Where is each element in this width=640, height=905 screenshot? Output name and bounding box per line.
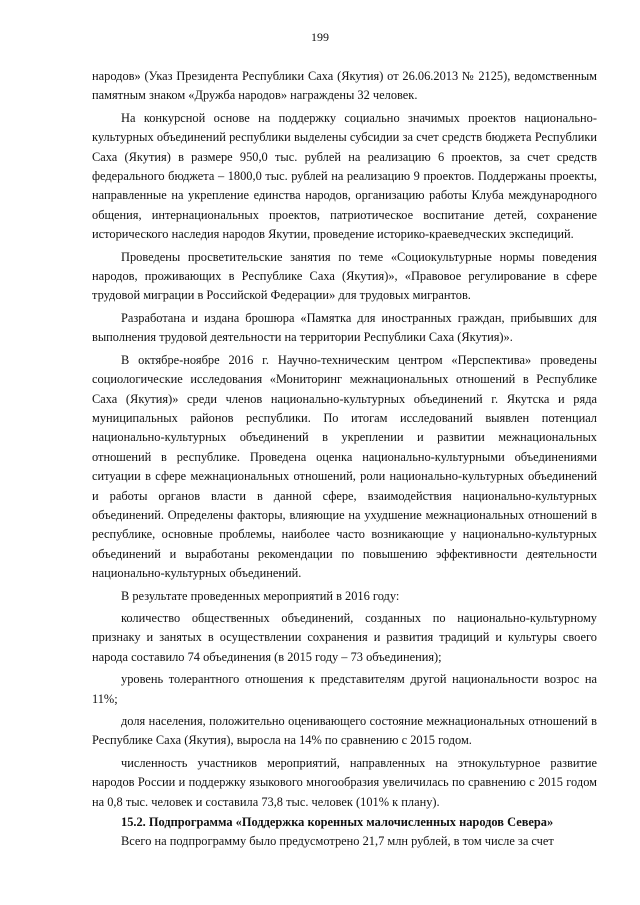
list-item: доля населения, положительно оценивающего состояние межнациональных отношений в Республике Саха (Якутия), выросла на 14% по сравнению с 2015 годом.: [92, 714, 597, 748]
paragraph: Проведены просветительские занятия по теме «Социокультурные нормы поведения народов, проживающих в Республике Саха (Якутия)», «Правовое регулирование в сфере трудовой миграции в Российской Федерации» для трудовых мигрантов.: [92, 249, 597, 303]
paragraph: Разработана и издана брошюра «Памятка для иностранных граждан, прибывших для выполнения трудовой деятельности на территории Республики Саха (Якутия)».: [92, 310, 597, 345]
page-number: 199: [311, 30, 329, 44]
document-body: [92, 67, 597, 852]
paragraph: В результате проведенных мероприятий в 2016 году:: [121, 588, 400, 603]
paragraph: На конкурсной основе на поддержку социально значимых проектов национально-культурных объединений республики выделены субсидии за счет средств бюджета Республики Саха (Якутия) в размере 950,0 тыс. рублей на реализацию 6 проектов, за счет средств федерального бюджета – 1800,0 тыс. рублей на реализацию 9 проектов. Поддержаны проекты, направленные на укрепление единства народов, организацию работы Клуба международного общения, интернациональных проектов, патриотическое воспитание детей, сохранение исторического наследия народов Якутии, проведение историко-краеведческих экспедиций.: [92, 110, 597, 242]
list-item: количество общественных объединений, созданных по национально-культурному признаку и занятых в осуществлении сохранения и развития традиций и культуры своего народа составило 74 объединения (в 2015 году – 73 объединения);: [92, 610, 597, 664]
section-heading: 15.2. Подпрограмма «Поддержка коренных малочисленных народов Севера»: [121, 815, 554, 830]
paragraph: народов» (Указ Президента Республики Саха (Якутия) от 26.06.2013 № 2125), ведомственным памятным знаком «Дружба народов» награждены 32 человек.: [92, 69, 597, 103]
paragraph: В октябре-ноябре 2016 г. Научно-техническим центром «Перспектива» проведены социологические исследования «Мониторинг межнациональных отношений в Республике Саха (Якутия)» среди членов национально-культурных объединений г. Якутска и ряда муниципальных районов республики. По итогам исследований выявлен потенциал национально-культурных объединений в укреплении и развитии межнациональных отношений в республике. Проведена оценка национально-культурными объединениями ситуации в сфере межнациональных отношений, роли национально-культурных объединений и работы органов власти в данной сфере, взаимодействия национально-культурных объединений. Определены факторы, влияющие на ухудшение межнациональных отношений в республике, основные проблемы, наиболее часто возникающие у национально-культурных объединений и выработаны рекомендации по повышению эффективности деятельности национально-культурных объединений.: [92, 352, 597, 581]
list-item: уровень толерантного отношения к представителям другой национальности возрос на 11%;: [92, 672, 597, 706]
list-item: численность участников мероприятий, направленных на этнокультурное развитие народов России и поддержку языкового многообразия увеличилась по сравнению с 2015 годом на 0,8 тыс. человек и составила 73,8 тыс. человек (101% к плану).: [92, 755, 597, 809]
paragraph: Всего на подпрограмму было предусмотрено 21,7 млн рублей, в том числе за счет: [121, 834, 554, 849]
